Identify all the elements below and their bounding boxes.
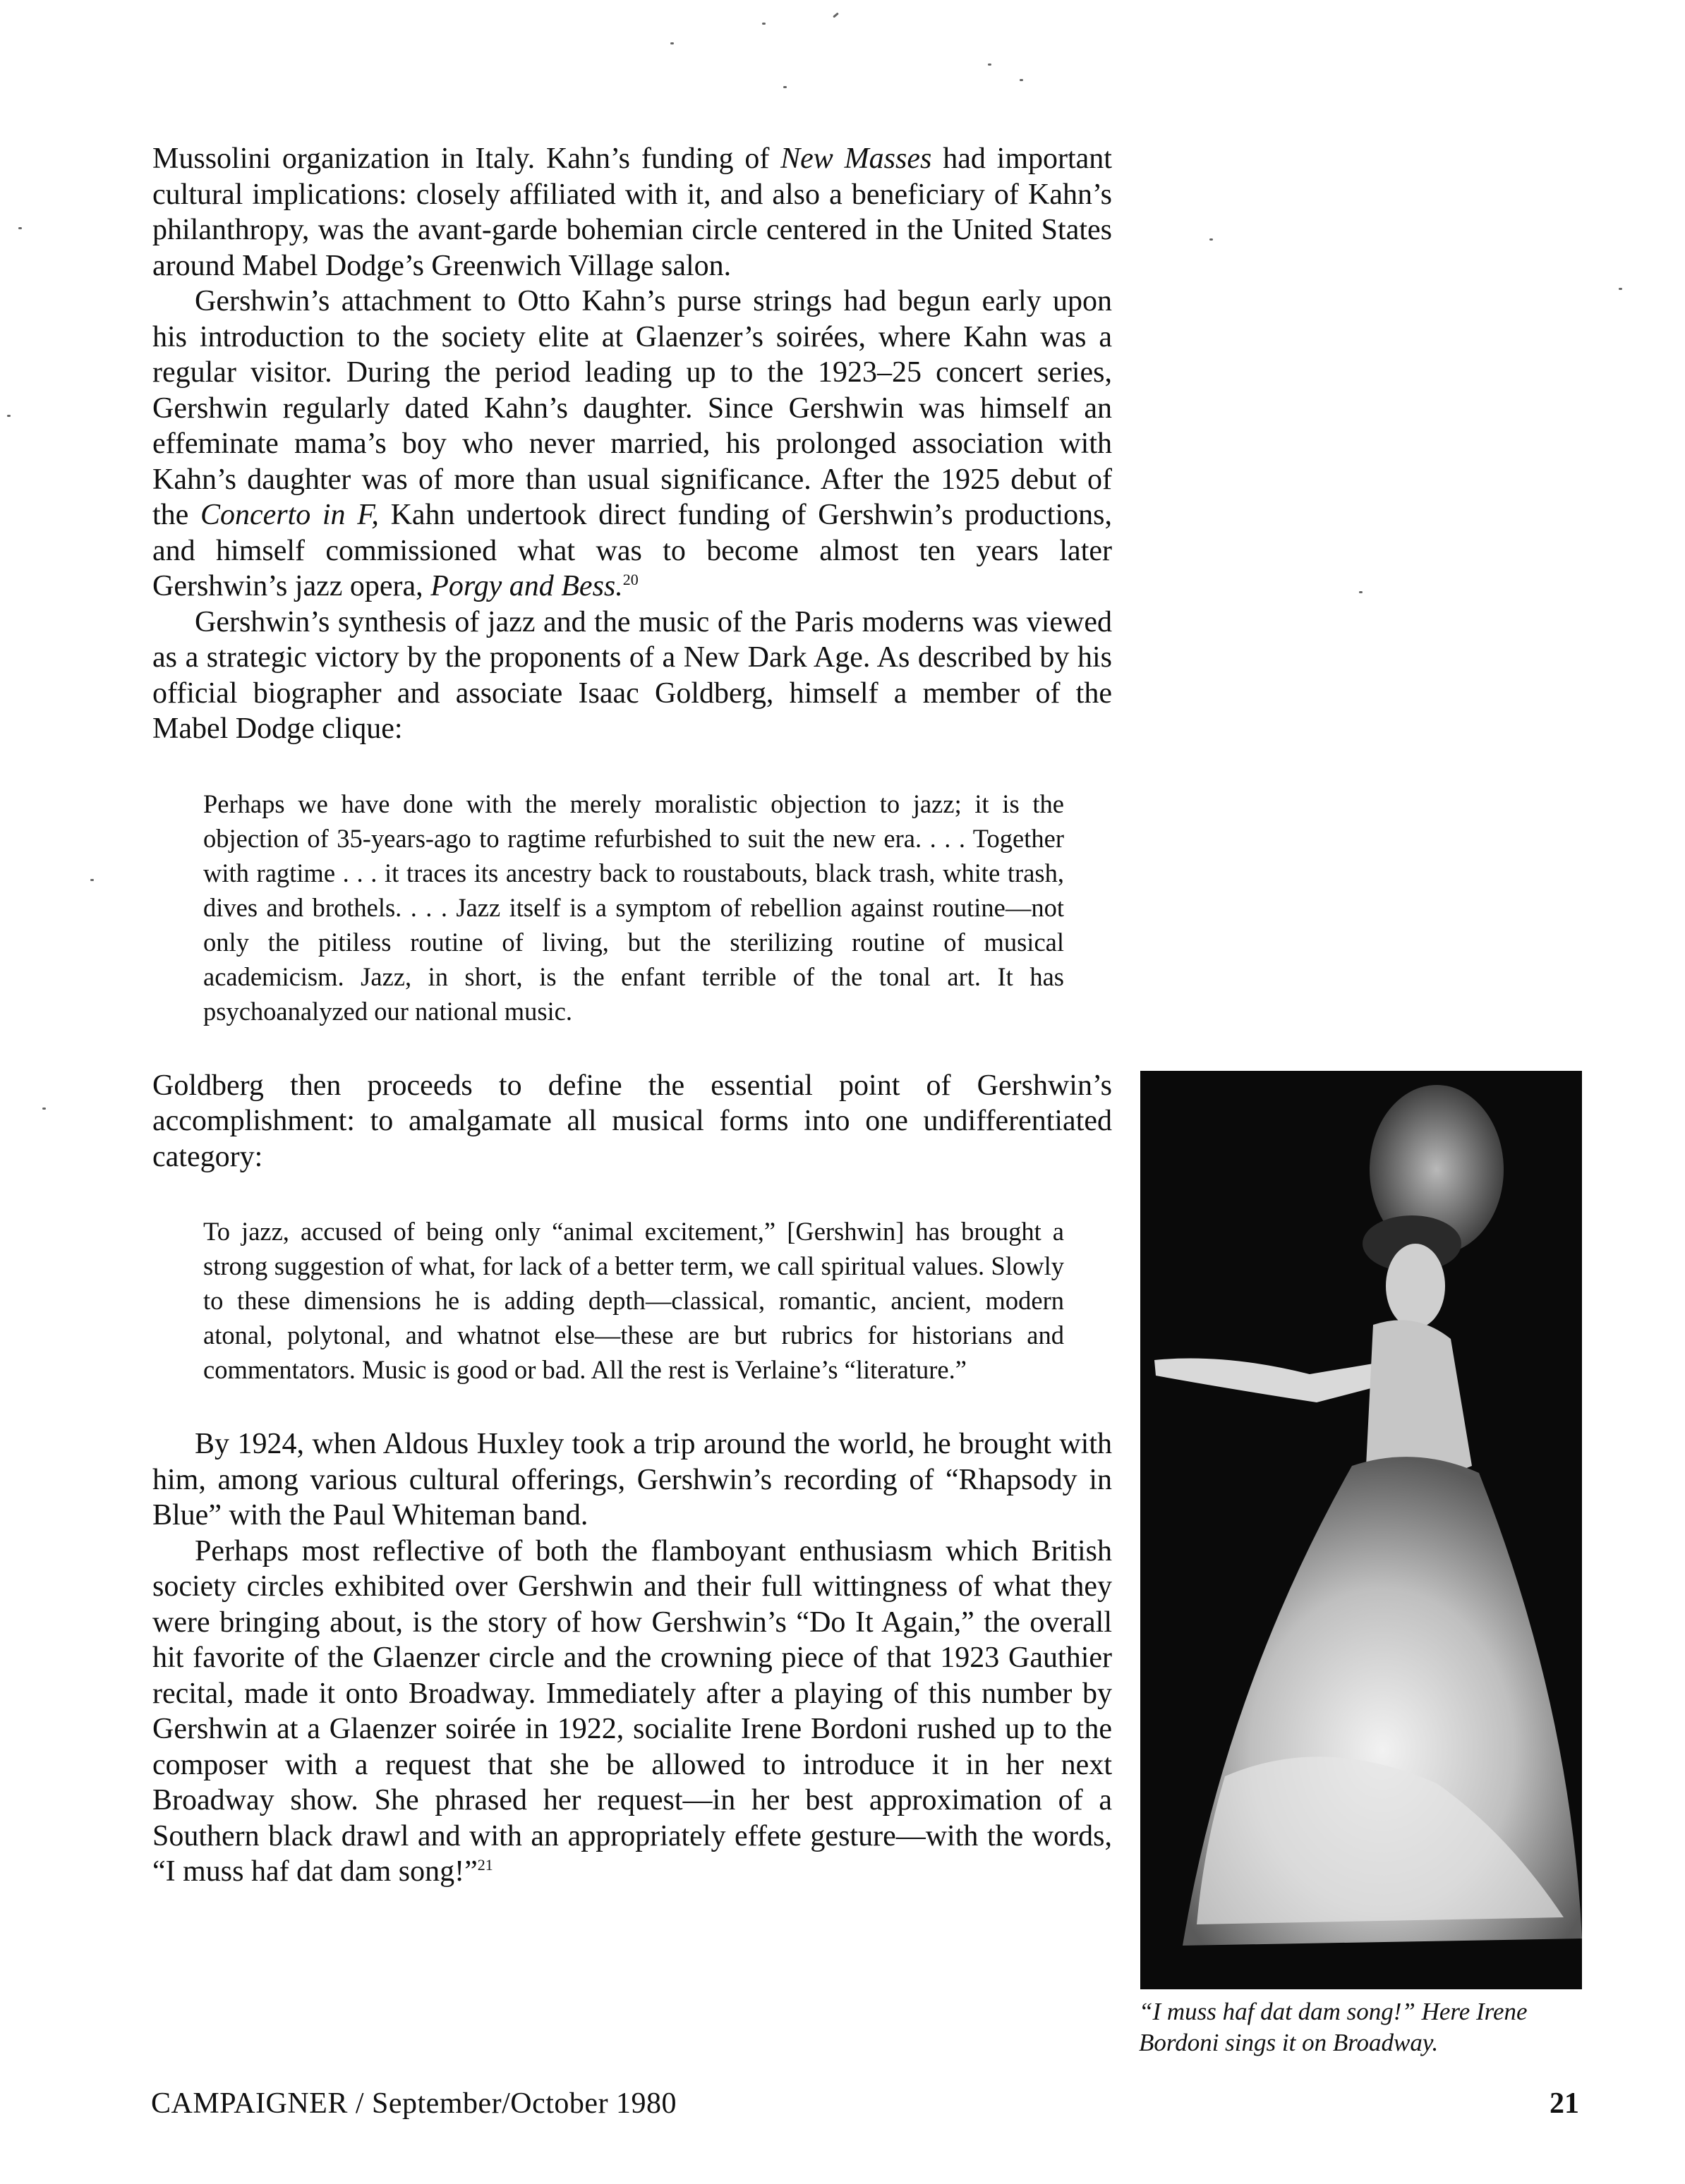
performer-silhouette — [1140, 1071, 1582, 1989]
photo-irene-bordoni — [1140, 1071, 1582, 1989]
text-run: Goldberg then proceeds to define the essential point of Gershwin’s accomplishment: to amalgamate all musical forms into one undifferentiated category: — [152, 1069, 1112, 1173]
text-run: By 1924, when Aldous Huxley took a trip around the world, he brought with him, among various cultural offerings, Gershwin’s recording of “Rhapsody in Blue” with the Paul Whiteman band. — [152, 1428, 1112, 1531]
italic-text: Porgy and Bess. — [430, 570, 623, 602]
text-run: Gershwin’s synthesis of jazz and the music of the Paris moderns was viewed as a strategic victory by the proponents of a New Dark Age. As described by his official biographer and associate Isaac Goldberg, himself a member of the Mabel Dodge clique: — [152, 605, 1112, 745]
article-paragraph — [152, 1068, 1112, 1175]
article-paragraph — [152, 1534, 1112, 1890]
text-run: Gershwin’s attachment to Otto Kahn’s purse strings had begun early upon his introduction to the society elite at Glaenzer’s soirées, where Kahn was a regular visitor. During the period leading up to the 1923–25 concert series, Gershwin regularly dated Kahn’s daughter. Since Gershwin was himself an effeminate mama’s boy who never married, his prolonged association with Kahn’s daughter was of more than usual significance. After the 1925 debut of the — [152, 285, 1112, 531]
publication-footer: CAMPAIGNER / September/October 1980 — [151, 2087, 677, 2120]
footnote-ref: 21 — [477, 1856, 493, 1874]
text-run: To jazz, accused of being only “animal excitement,” [Gershwin] has brought a strong suggestion of what, for lack of a better term, we call spiritual values. Slowly to these dimensions he is adding depth—classical, romantic, ancient, modern atonal, polytonal, and whatnot else—these are but rubrics for historians and commentators. Music is good or bad. All the rest is Verlaine’s “literature.” — [203, 1217, 1064, 1384]
photo-caption: “I muss haf dat dam song!” Here Irene Bordoni sings it on Broadway. — [1139, 1998, 1528, 2056]
text-run: Kahn undertook direct funding of Gershwin’s productions, and himself commissioned what was to become almost ten years later Gershwin’s jazz opera, — [152, 499, 1112, 602]
article-paragraph — [152, 284, 1112, 605]
footnote-ref: 20 — [622, 571, 639, 588]
article-paragraph — [152, 1426, 1112, 1534]
italic-text: Concerto in F, — [200, 499, 379, 531]
article-paragraph — [152, 141, 1112, 284]
text-run: Perhaps we have done with the merely moralistic objection to jazz; it is the objection of 35-years-ago to ragtime refurbished to suit the new era. . . . Together with ragtime . . . it traces its ancestry back to roustabouts, black trash, white trash, dives and brothels. . . . Jazz itself is a symptom of rebellion against routine—not only the pitiless routine of living, but the sterilizing routine of musical academicism. Jazz, in short, is the enfant terrible of the tonal art. It has psychoanalyzed our national music. — [203, 789, 1064, 1026]
text-run: Mussolini organization in Italy. Kahn’s funding of — [152, 142, 781, 175]
block-quote — [203, 787, 1064, 1029]
page-number: 21 — [1550, 2087, 1579, 2120]
text-run: Perhaps most reflective of both the flamboyant enthusiasm which British society circles exhibited over Gershwin and their full wittingness of what they were bringing about, is the story of how Gershwin’s “Do It Again,” the overall hit favorite of the Glaenzer circle and the crowning piece of that 1923 Gauthier recital, made it onto Broadway. Immediately after a playing of this number by Gershwin at a Glaenzer soirée in 1922, socialite Irene Bordoni rushed up to the composer with a request that she be allowed to introduce it in her next Broadway show. She phrased her request—in her best approximation of a Southern black drawl and with an appropriately effete gesture—with the words, “I muss haf dat dam song!” — [152, 1534, 1112, 1888]
block-quote — [203, 1214, 1064, 1387]
text-run: had important cultural implications: closely affiliated with it, and also a beneficiary of Kahn’s philanthropy, was the avant-garde bohemian circle centered in the United States around Mabel Dodge’s Greenwich Village salon. — [152, 142, 1112, 282]
italic-text: New Masses — [780, 142, 932, 175]
article-paragraph — [152, 605, 1112, 747]
article-body — [152, 141, 1112, 1890]
